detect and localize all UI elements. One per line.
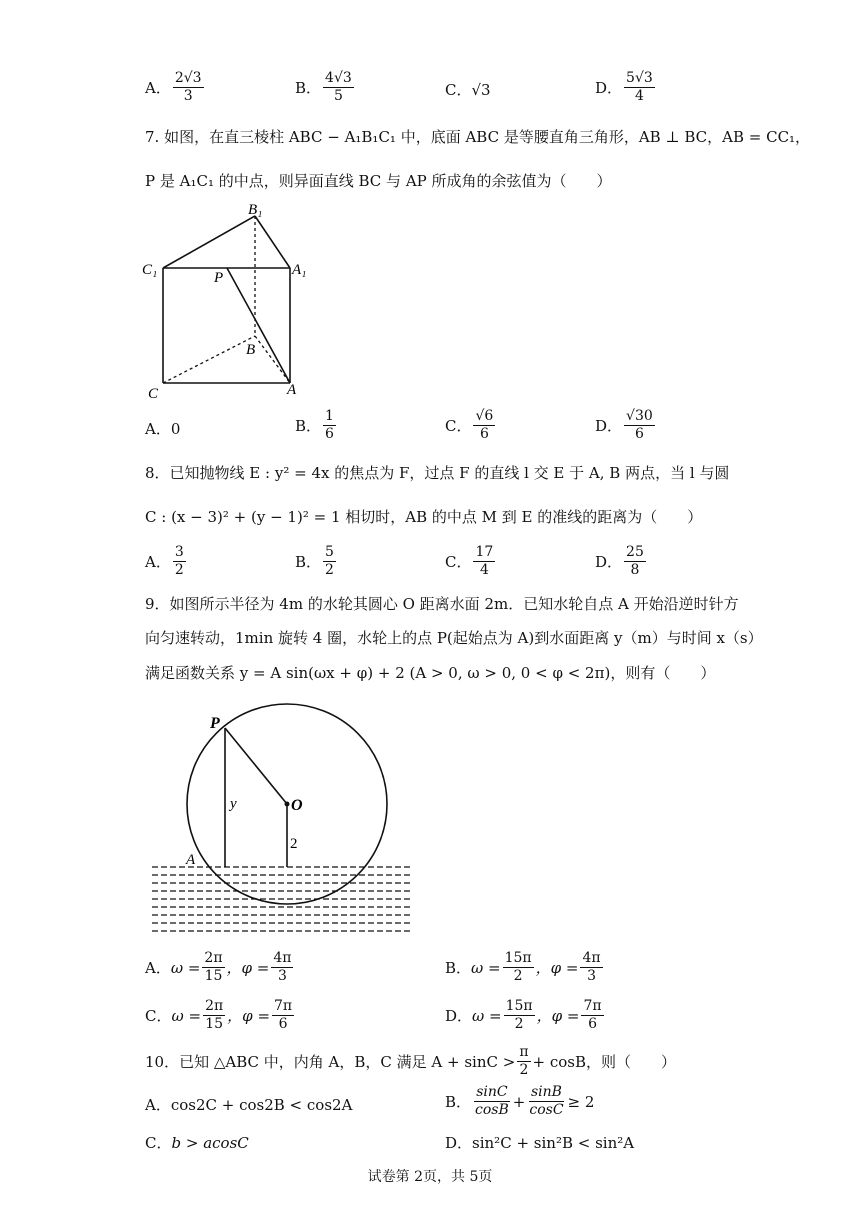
q7-option-c: C． $\frac{√6}{6}$ xyxy=(445,408,494,442)
label-y: y xyxy=(230,796,237,812)
q9-stem-line3: 满足函数关系 y = A sin(ωx + φ) + 2 (A > 0, ω > 0, 0 < φ < 2π)，则有（ ） xyxy=(145,664,716,682)
label-c: C xyxy=(148,386,159,402)
prism-figure xyxy=(140,198,320,408)
label-p: P xyxy=(210,715,220,732)
waterwheel-figure xyxy=(150,700,420,950)
q6-option-a: A． $\frac{2√3}{3}$ xyxy=(145,70,202,104)
q8-stem-line2: C : (x − 3)² + (y − 1)² = 1 相切时，AB 的中点 M 到 E 的准线的距离为（ ） xyxy=(145,508,703,526)
label-b: B xyxy=(246,342,256,358)
q7-stem-line1: 7. 如图，在直三棱柱 ABC − A₁B₁C₁ 中，底面 ABC 是等腰直角三角形，AB ⊥ BC，AB = CC₁， xyxy=(145,128,811,146)
q9-option-c: C． ω = $\frac{2\pi}{15}$ ，φ = $\frac{7\pi}{6}$ xyxy=(145,998,293,1032)
label-2: 2 xyxy=(290,836,298,852)
q7-stem-line2: P 是 A₁C₁ 的中点，则异面直线 BC 与 AP 所成角的余弦值为（ ） xyxy=(145,172,612,190)
label-p: P xyxy=(214,270,224,286)
q10-stem: 10．已知 △ABC 中，内角 A，B，C 满足 A + sinC > $\frac{\pi}{2}$ + cosB，则（ ） xyxy=(145,1044,677,1078)
q6-option-d: D． $\frac{5√3}{4}$ xyxy=(595,70,653,104)
q7-option-b: B． $\frac{1}{6}$ xyxy=(295,408,334,442)
label-b1: B₁ xyxy=(248,202,263,218)
label-c1: C₁ xyxy=(142,262,158,278)
q8-option-a: A． $\frac{3}{2}$ xyxy=(145,544,184,578)
q8-option-d: D． $\frac{25}{8}$ xyxy=(595,544,644,578)
q9-option-d: D． ω = $\frac{15\pi}{2}$ ，φ = $\frac{7\pi}{6}$ xyxy=(445,998,602,1032)
q6-option-b: B． $\frac{4√3}{5}$ xyxy=(295,70,352,104)
q8-option-c: C． $\frac{17}{4}$ xyxy=(445,544,494,578)
q10-option-d: D． sin²C + sin²B < sin²A xyxy=(445,1133,635,1152)
label-a: A xyxy=(287,382,297,398)
label-a1: A₁ xyxy=(292,262,307,278)
q10-option-c: C． b > acosC xyxy=(145,1133,249,1152)
q7-option-a: A． 0 xyxy=(145,419,181,438)
q10-option-b: B． $\frac{\sin C}{\cos B}$ + $\frac{\sin B}{\cos C}$ ≥ 2 xyxy=(445,1084,595,1118)
q9-stem-line1: 9．如图所示半径为 4m 的水轮其圆心 O 距离水面 2m．已知水轮自点 A 开始沿逆时针方 xyxy=(145,595,739,613)
q6-option-c: C． √3 xyxy=(445,80,491,99)
label-o: O xyxy=(291,797,303,814)
q9-option-b: B． ω = $\frac{15\pi}{2}$ ，φ = $\frac{4\pi}{3}$ xyxy=(445,950,601,984)
q9-stem-line2: 向匀速转动，1min 旋转 4 圈，水轮上的点 P(起始点为 A)到水面距离 y（m）与时间 x（s） xyxy=(145,629,763,647)
label-a: A xyxy=(186,852,196,868)
page-footer: 试卷第 2页，共 5页 xyxy=(367,1169,493,1185)
q9-option-a: A． ω = $\frac{2\pi}{15}$ ，φ = $\frac{4\pi}{3}$ xyxy=(145,950,292,984)
q10-option-a: A． cos2C + cos2B < cos2A xyxy=(145,1095,353,1114)
q7-option-d: D． $\frac{√30}{6}$ xyxy=(595,408,653,442)
q8-stem-line1: 8．已知抛物线 E : y² = 4x 的焦点为 F，过点 F 的直线 l 交 E 于 A, B 两点，当 l 与圆 xyxy=(145,464,730,482)
q8-option-b: B． $\frac{5}{2}$ xyxy=(295,544,334,578)
